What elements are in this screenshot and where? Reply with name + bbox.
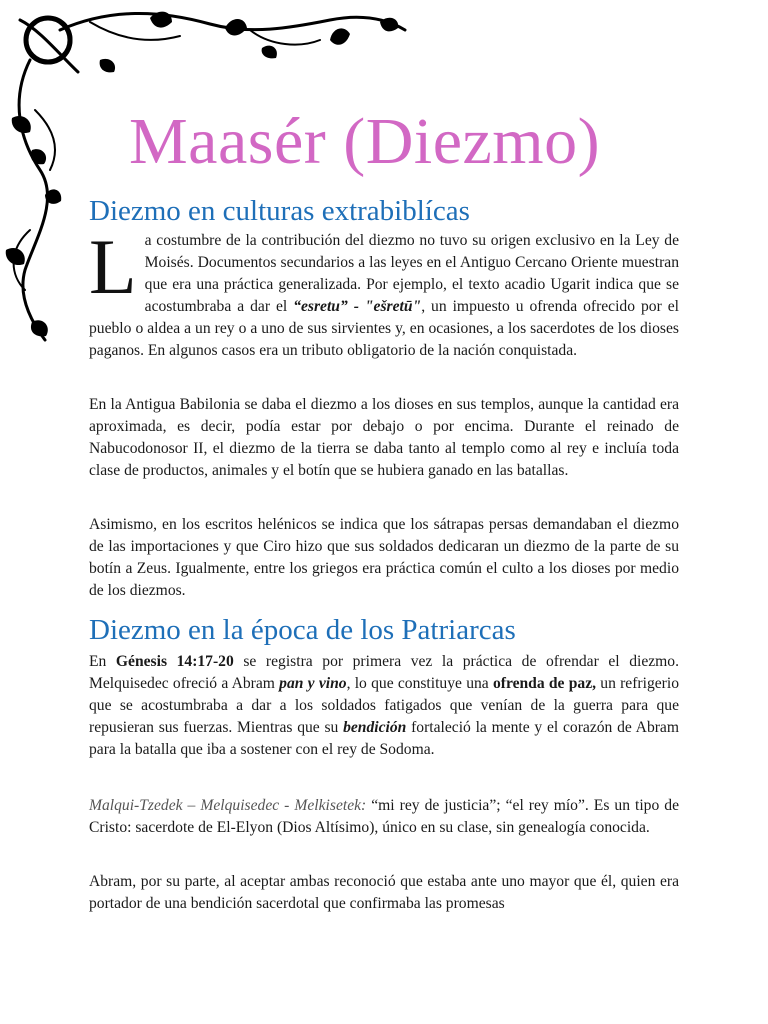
term-esretu: “esretu” - "ešretū"	[293, 297, 422, 315]
paragraph-4-text-e: fortaleció la mente y el corazón de Abram para la batalla que iba a sostener con el rey de Sodoma.	[89, 718, 679, 758]
reference-genesis: Génesis 14:17-20	[115, 653, 234, 670]
paragraph-3: Asimismo, en los escritos helénicos se indica que los sátrapas persas demandaban el diezmo de las importaciones y que Ciro hizo que sus soldados dedicaran un diezmo de la parte de su botín a Zeus. Igualmente, entre los griegos era práctica común el culto a los dioses por medio de los diezmos.	[89, 516, 679, 599]
term-ofrenda-de-paz: ofrenda de paz,	[492, 674, 597, 692]
term-pan-y-vino: pan y vino	[279, 674, 347, 692]
section-heading-extrabiblical: Diezmo en culturas extrabiblícas	[89, 195, 470, 227]
drop-cap: L	[89, 223, 137, 310]
paragraph-4-text-c: , lo que constituye una	[346, 674, 493, 692]
paragraph-4-text-b: se registra por primera vez la práctica de ofrendar el diezmo. Melquisedec ofreció a Abram	[89, 653, 679, 692]
paragraph-2: En la Antigua Babilonia se daba el diezmo a los dioses en sus templos, aunque la cantidad era aproximada, es decir, podía estar por debajo o por encima. Durante el reinado de Nabucodonosor II, el diezmo de la tierra se daba tanto al templo como al rey e incluía toda clase de productos, animales y el botín que se hubiera ganado en las batallas.	[89, 396, 679, 479]
paragraph-4	[89, 651, 679, 761]
paragraph-4-text-a: En	[89, 653, 116, 670]
paragraph-1-text-b: , un impuesto u ofrenda ofrecido por el pueblo o aldea a un rey o a uno de sus sirvientes y, en ocasiones, a los sacerdotes de los dioses paganos. En algunos casos era un tributo obligatorio de la nación conquistada.	[89, 297, 679, 359]
paragraph-1	[89, 223, 679, 361]
paragraph-5	[89, 795, 679, 839]
section-heading-patriarchs: Diezmo en la época de los Patriarcas	[89, 614, 516, 646]
term-bendicion: bendición	[343, 718, 407, 736]
paragraph-1-text-a: a costumbre de la contribución del diezmo no tuvo su origen exclusivo en la Ley de Moisés. Documentos secundarios a las leyes en el Antiguo Cercano Oriente muestran que era una práctica generalizada. Por ejemplo, el texto acadio Ugarit indica que se acostumbraba a dar el	[144, 232, 679, 315]
paragraph-6: Abram, por su parte, al aceptar ambas reconoció que estaba ante uno mayor que él, quien era portador de una bendición sacerdotal que confirmaba las promesas	[89, 873, 679, 912]
paragraph-4-text-d: un refrigerio que se acostumbraba a dar a los soldados fatigados que venían de la guerra para que repusieran sus fuerzas. Mientras que su	[89, 674, 679, 736]
page-title: Maasér (Diezmo)	[129, 105, 601, 178]
paragraph-5-text: “mi rey de justicia”; “el rey mío”. Es un tipo de Cristo: sacerdote de El-Elyon (Dios Altísimo), único en su clase, sin genealogía conocida.	[89, 797, 679, 836]
melquisedec-names: Malqui-Tzedek – Melquisedec - Melkisetek:	[89, 797, 367, 814]
